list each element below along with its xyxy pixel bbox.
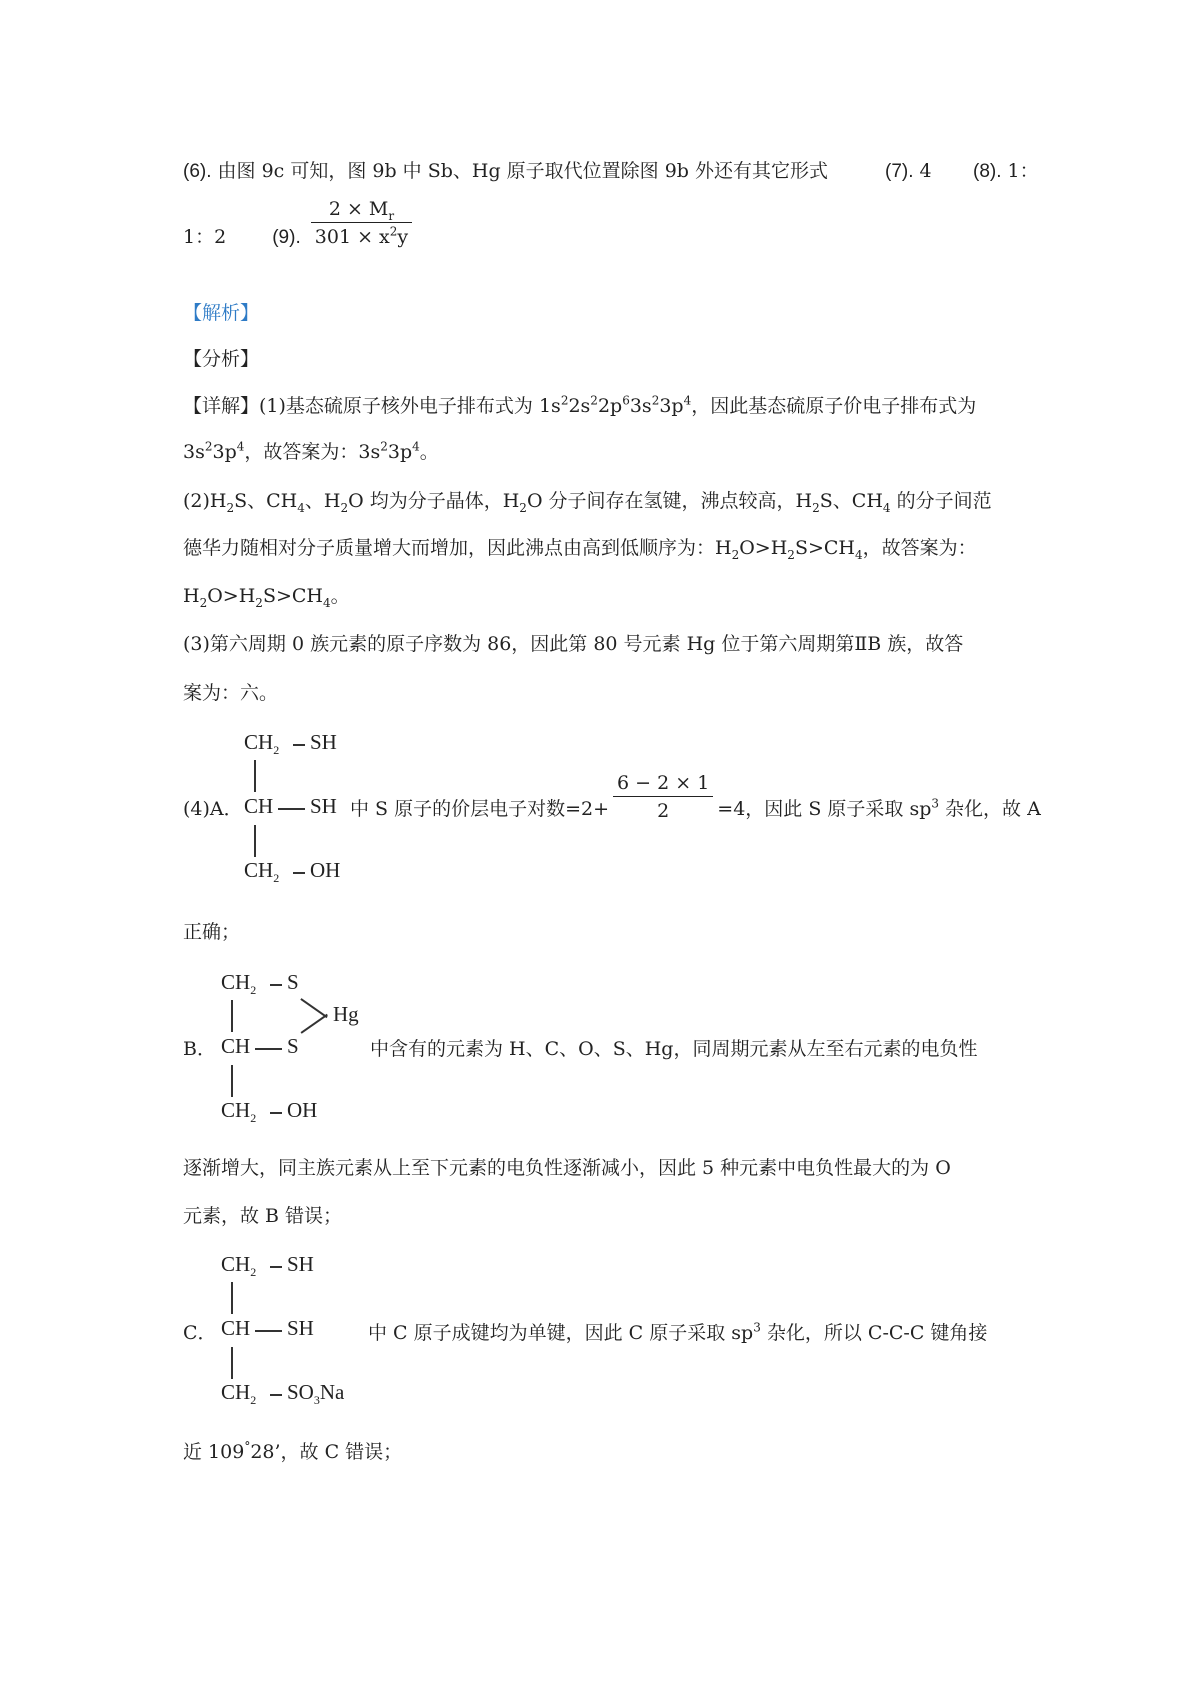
answer-8-text-a: 1： bbox=[1007, 160, 1039, 182]
bond bbox=[270, 984, 282, 986]
bond bbox=[231, 1065, 233, 1097]
answer-6-text: 由图 9c 可知，图 9b 中 Sb、Hg 原子取代位置除图 9b 外还有其它形式 bbox=[217, 160, 829, 182]
paragraph-3-line-1: (3)第六周期 0 族元素的原子序数为 86，因此第 80 号元素 Hg 位于第六周期第ⅡB 族，故答 bbox=[183, 633, 964, 655]
paragraph-2-line-3 bbox=[183, 581, 350, 611]
fraction-numerator bbox=[311, 196, 412, 222]
p2-l3-sub3: 4 bbox=[322, 595, 331, 610]
p1-s6: 2 bbox=[204, 439, 213, 454]
p2-l1-sub6: 4 bbox=[882, 500, 891, 515]
p1-d: 3s bbox=[629, 395, 652, 417]
structC-ch: CH bbox=[221, 1316, 251, 1340]
paragraph-1-line-1 bbox=[183, 391, 976, 421]
p1-s9: 4 bbox=[412, 439, 420, 454]
p1-s4: 2 bbox=[651, 393, 660, 408]
p1-s8: 2 bbox=[380, 439, 388, 454]
answer-7-text: 4 bbox=[919, 160, 932, 182]
p2-l1-sub3: 2 bbox=[340, 500, 349, 515]
p2-l1-b: S、CH bbox=[234, 490, 298, 512]
denominator-expr-b: y bbox=[397, 225, 409, 248]
structB-s-top: S bbox=[287, 970, 299, 994]
structB-s-mid: S bbox=[287, 1034, 299, 1058]
answer-7-number: (7). bbox=[885, 161, 914, 182]
structA-ch2-top: $CH_2$ bbox=[244, 730, 280, 758]
paragraph-b-line-3: 元素，故 B 错误； bbox=[183, 1205, 343, 1227]
bond bbox=[255, 1330, 282, 1332]
p1-k: 。 bbox=[419, 441, 439, 463]
bond bbox=[278, 808, 305, 810]
bond bbox=[231, 1282, 233, 1314]
p2-l1-c: 、H bbox=[304, 490, 341, 512]
structB-hg: Hg bbox=[333, 1002, 359, 1026]
structB-ch2-bot: $CH_2$ bbox=[221, 1098, 257, 1126]
p1-j: 3p bbox=[387, 441, 413, 463]
pc-mid-a: 中 C 原子成键均为单键，因此 C 原子采取 sp bbox=[368, 1322, 754, 1344]
bond bbox=[231, 1000, 233, 1032]
p2-l1-sub2: 4 bbox=[297, 500, 305, 515]
p2-l3-sub1: 2 bbox=[199, 595, 208, 610]
paragraph-b-line-1: B． bbox=[183, 1038, 216, 1060]
p1-a: (1)基态硫原子核外电子排布式为 1s bbox=[259, 395, 561, 417]
structC-sh-mid: SH bbox=[287, 1316, 314, 1340]
structB-ch: CH bbox=[221, 1034, 251, 1058]
answer-line-6-8 bbox=[183, 156, 828, 187]
p1-c: 2p bbox=[597, 395, 623, 417]
bond bbox=[270, 1266, 282, 1268]
answer-9-number: (9). bbox=[272, 227, 301, 248]
paragraph-b-line-1-cont: 中含有的元素为 H、C、O、S、Hg，同周期元素从左至右元素的电负性 bbox=[370, 1038, 978, 1060]
structA-ch: CH bbox=[244, 794, 274, 818]
p2-l2-c: S>CH bbox=[794, 537, 855, 559]
p1-g: 3s bbox=[183, 441, 205, 463]
structC-sh-top: SH bbox=[287, 1252, 314, 1276]
p4-fraction bbox=[613, 770, 713, 825]
pc-l2-sup: ° bbox=[244, 1439, 251, 1454]
p2-l2-sub3: 4 bbox=[854, 547, 863, 562]
pc-l2-b: 28’，故 C 错误； bbox=[250, 1441, 403, 1463]
structC-so3na: $SO_3Na$ bbox=[287, 1380, 345, 1408]
paragraph-4-line-1 bbox=[183, 794, 243, 824]
answer-9-fraction bbox=[311, 196, 412, 251]
p2-l1-f: S、CH bbox=[819, 490, 883, 512]
paragraph-2-line-1 bbox=[183, 486, 992, 516]
p1-s7: 4 bbox=[236, 439, 245, 454]
p4-prefix: (4)A． bbox=[183, 798, 243, 820]
p2-l3-c: S>CH bbox=[262, 585, 323, 607]
p1-f: ，因此基态硫原子价电子排布式为 bbox=[691, 395, 977, 417]
bond bbox=[293, 744, 305, 746]
answer-6-number: (6). bbox=[183, 161, 212, 182]
p2-l2-b: O>H bbox=[739, 537, 788, 559]
answer-8-text-b: 1：2 bbox=[183, 226, 227, 248]
paragraph-3-line-2: 案为：六。 bbox=[183, 682, 279, 704]
structB-ch2-top: $CH_2$ bbox=[221, 970, 257, 998]
heading-jiexi: 【解析】 bbox=[183, 302, 260, 324]
bond bbox=[270, 1394, 282, 1396]
bond bbox=[255, 1048, 282, 1050]
paragraph-1-line-2 bbox=[183, 437, 439, 467]
structC-ch2-bot: $CH_2$ bbox=[221, 1380, 257, 1408]
p1-s2: 2 bbox=[590, 393, 598, 408]
structB-oh: OH bbox=[287, 1098, 318, 1122]
pc-mid-sup: 3 bbox=[753, 1320, 761, 1335]
answer-7 bbox=[885, 156, 932, 187]
bond bbox=[254, 760, 256, 792]
p1-i: ，故答案为：3s bbox=[244, 441, 381, 463]
p2-l1-g: 的分子间范 bbox=[890, 490, 992, 512]
answer-8 bbox=[973, 156, 1039, 187]
p2-l2-sub2: 2 bbox=[787, 547, 795, 562]
bond bbox=[293, 872, 305, 874]
p2-l3-sub2: 2 bbox=[255, 595, 263, 610]
p4-fraction-denominator: 2 bbox=[613, 796, 713, 825]
bond bbox=[270, 1112, 282, 1114]
heading-fenxi: 【分析】 bbox=[183, 348, 260, 370]
p1-s1: 2 bbox=[560, 393, 569, 408]
answer-8-number: (8). bbox=[973, 161, 1002, 182]
bond bbox=[254, 825, 256, 857]
paragraph-2-line-2 bbox=[183, 533, 977, 563]
p4-after-b: 杂化，故 A bbox=[939, 798, 1041, 820]
p2-l3-d: 。 bbox=[330, 585, 350, 607]
p2-l3-b: O>H bbox=[207, 585, 256, 607]
p2-l1-a: (2)H bbox=[183, 490, 227, 512]
p2-l2-d: ，故答案为： bbox=[862, 537, 977, 559]
bond bbox=[301, 1014, 328, 1034]
paragraph-c-line-1: C． bbox=[183, 1322, 217, 1344]
structA-sh-top: SH bbox=[310, 730, 337, 754]
structure-b bbox=[221, 970, 371, 1130]
pc-mid-b: 杂化，所以 C-C-C 键角接 bbox=[760, 1322, 988, 1344]
p2-l2-sub1: 2 bbox=[731, 547, 740, 562]
structA-sh-mid: SH bbox=[310, 794, 337, 818]
heading-xiangjie: 【详解】 bbox=[183, 395, 260, 417]
p4-mid: 中 S 原子的价层电子对数=2+ bbox=[350, 798, 610, 820]
p1-s5: 4 bbox=[683, 393, 692, 408]
p2-l1-sub4: 2 bbox=[519, 500, 527, 515]
paragraph-b-line-2: 逐渐增大，同主族元素从上至下元素的电负性逐渐减小，因此 5 种元素中电负性最大的为 O bbox=[183, 1157, 951, 1179]
p2-l1-sub1: 2 bbox=[226, 500, 235, 515]
p4-fraction-numerator: 6 − 2 × 1 bbox=[617, 771, 710, 794]
paragraph-4-line-2: 正确； bbox=[183, 921, 241, 943]
p2-l2-a: 德华力随相对分子质量增大而增加，因此沸点由高到低顺序为：H bbox=[183, 537, 732, 559]
p1-e: 3p bbox=[659, 395, 684, 417]
p2-l1-d: O 均为分子晶体，H bbox=[348, 490, 520, 512]
p1-s3: 6 bbox=[622, 393, 630, 408]
structC-ch2-top: $CH_2$ bbox=[221, 1252, 257, 1280]
p4-after-a: =4，因此 S 原子采取 sp bbox=[717, 798, 932, 820]
structA-oh: OH bbox=[310, 858, 341, 882]
denominator-sup: 2 bbox=[389, 224, 398, 239]
p2-l1-sub5: 2 bbox=[812, 500, 820, 515]
p4-after-sup: 3 bbox=[931, 796, 939, 811]
structure-c bbox=[221, 1252, 381, 1412]
numerator-subscript: r bbox=[388, 208, 395, 223]
numerator-expr: 2 × M bbox=[328, 197, 389, 220]
p1-h: 3p bbox=[212, 441, 237, 463]
pc-l2-a: 近 109 bbox=[183, 1441, 245, 1463]
bond bbox=[231, 1347, 233, 1379]
structA-ch2-bot: $CH_2$ bbox=[244, 858, 280, 886]
p2-l1-e: O 分子间存在氢键，沸点较高，H bbox=[526, 490, 813, 512]
paragraph-c-line-1-cont bbox=[368, 1318, 987, 1348]
paragraph-c-line-2 bbox=[183, 1437, 402, 1467]
denominator-expr-a: 301 × x bbox=[314, 225, 390, 248]
fraction-denominator bbox=[311, 222, 412, 251]
p1-b: 2s bbox=[568, 395, 591, 417]
p2-l3-a: H bbox=[183, 585, 200, 607]
